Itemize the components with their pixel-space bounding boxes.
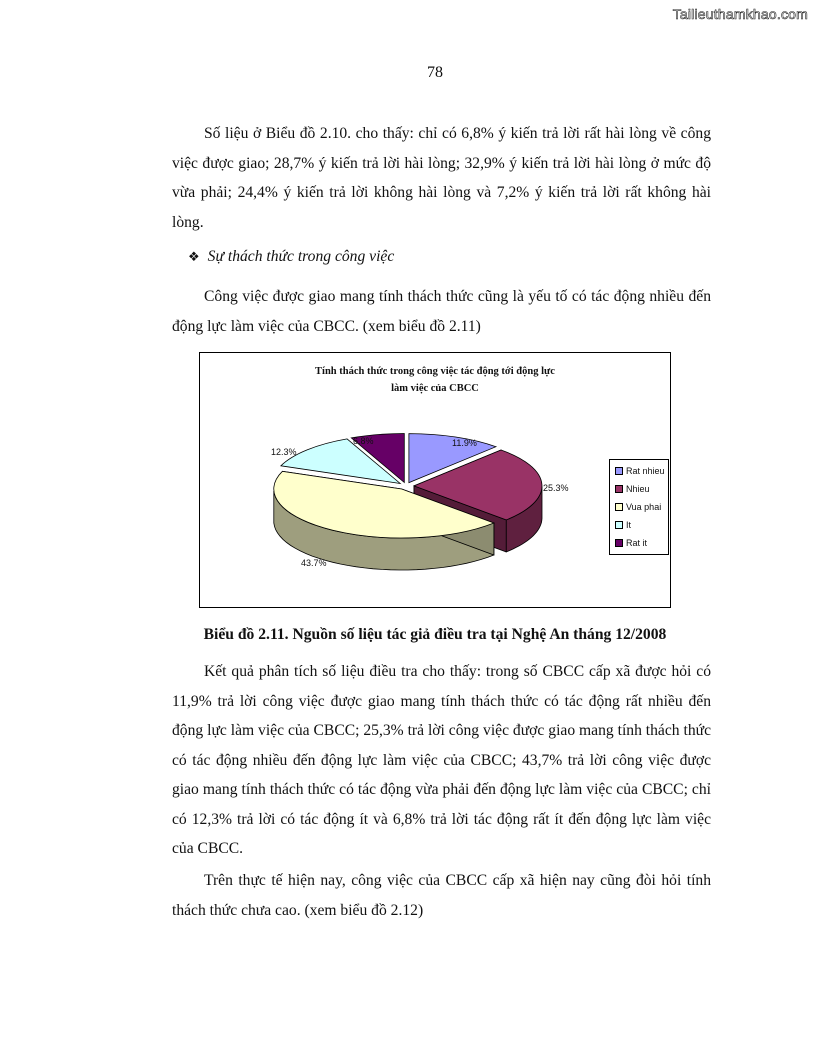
legend-label-rat-it: Rat it <box>626 538 648 548</box>
chart-legend <box>609 459 669 555</box>
chart-caption: Biểu đồ 2.11. Nguồn số liệu tác giả điều tra tại Nghệ An tháng 12/2008 <box>203 626 667 643</box>
section-heading <box>188 248 394 266</box>
diamond-bullet-icon: ❖ <box>188 249 200 264</box>
legend-swatch-vua-phai <box>615 503 623 511</box>
legend-label-vua-phai: Vua phai <box>626 502 662 512</box>
page-number: 78 <box>427 64 443 81</box>
legend-label-rat-nhieu: Rat nhieu <box>626 466 665 476</box>
pie-plot-area <box>200 353 670 607</box>
pie-chart <box>199 352 671 608</box>
paragraph-analysis: Kết quả phân tích số liệu điều tra cho thấy: trong số CBCC cấp xã được hỏi có 11,9% trả lời công việc được giao mang tính thách thức có tác động rất nhiều đến động lực làm việc của CBCC; 25,3% trả lời công việc được giao mang tính thách thức có tác động nhiều đến động lực làm việc của CBCC; 43,7% trả lời công việc được giao mang tính thách thức có tác động vừa phải đến động lực làm việc của CBCC; chỉ có 12,3% trả lời có tác động ít và 6,8% trả lời tác động rất ít đến động lực làm việc của CBCC. <box>172 663 711 857</box>
legend-label-nhieu: Nhieu <box>626 484 650 494</box>
paragraph-conclusion: Trên thực tế hiện nay, công việc của CBCC cấp xã hiện nay cũng đòi hỏi tính thách thức chưa cao. (xem biểu đồ 2.12) <box>172 872 711 919</box>
legend-item-it <box>615 519 631 531</box>
legend-swatch-rat-it <box>615 539 623 547</box>
legend-swatch-nhieu <box>615 485 623 493</box>
watermark: Tailieuthamkhao.com <box>672 6 808 22</box>
legend-label-it: It <box>626 520 632 530</box>
paragraph-intro: Số liệu ở Biểu đồ 2.10. cho thấy: chỉ có 6,8% ý kiến trả lời rất hài lòng về công việc được giao; 28,7% ý kiến trả lời hài lòng; 32,9% ý kiến trả lời hài lòng ở mức độ vừa phải; 24,4% ý kiến trả lời không hài lòng và 7,2% ý kiến trả lời rất không hài lòng. <box>172 125 711 231</box>
legend-swatch-rat-nhieu <box>615 467 623 475</box>
legend-swatch-it <box>615 521 623 529</box>
pie-label-rat-it: 6.8% <box>353 436 374 446</box>
pie-label-vua-phai: 43.7% <box>301 558 327 568</box>
pie-label-nhieu: 25.3% <box>543 483 569 493</box>
legend-item-rat-nhieu <box>615 465 665 477</box>
legend-item-rat-it <box>615 537 647 549</box>
pie-label-rat-nhieu: 11.9% <box>452 438 477 448</box>
section-heading-text: Sự thách thức trong công việc <box>207 248 395 265</box>
legend-item-nhieu <box>615 483 650 495</box>
chart-title-line-2: làm việc của CBCC <box>391 383 479 394</box>
paragraph-chart-reference: Công việc được giao mang tính thách thức cũng là yếu tố có tác động nhiều đến động lực làm việc của CBCC. (xem biểu đồ 2.11) <box>172 288 711 335</box>
pie-label-it: 12.3% <box>271 447 297 457</box>
chart-title-line-1: Tính thách thức trong công việc tác động tới động lực <box>315 366 555 377</box>
legend-item-vua-phai <box>615 501 661 513</box>
